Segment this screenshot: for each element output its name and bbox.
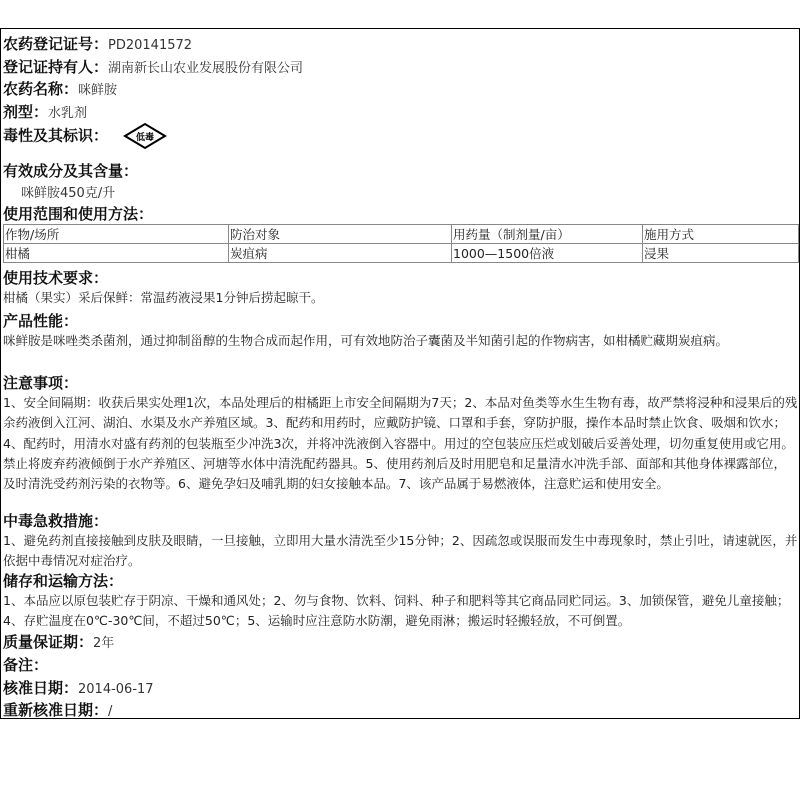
label: 剂型：: [3, 103, 49, 121]
header-cell: 用药量（制剂量/亩）: [452, 225, 643, 244]
header-cell: 作物/场所: [4, 225, 229, 244]
name-row: [3, 78, 117, 99]
label: 使用范围和使用方法：: [3, 205, 154, 223]
shelf-life-row: [3, 631, 114, 652]
header-cell: 施用方式: [643, 225, 799, 244]
usage-table: [3, 224, 799, 263]
holder-value: 湖南新长山农业发展股份有限公司: [108, 61, 304, 76]
first-aid-heading: [3, 510, 108, 531]
label: 重新核准日期：: [3, 701, 109, 719]
table-cell: 浸果: [643, 244, 799, 263]
label: 登记证持有人：: [3, 58, 109, 76]
cautions-text: 1、安全间隔期：收获后果实处理1次，本品处理后的柑橘距上市安全间隔期为7天；2、本品对鱼类等水生生物有毒，故严禁将浸种和浸果后的残余药液倒入江河、湖泊、水渠及水产养殖区域。3、配药和用药时，应戴防护镜、口罩和手套，穿防护服，操作本品时禁止饮食、吸烟和饮水；4、配药时，用清水对盛有药剂的包装瓶至少冲洗3次，并将冲洗液倒入容器中。用过的空包装应压烂或划破后妥善处理，切勿重复使用或它用。禁止将废弃药液倾倒于水产养殖区、河塘等水体中清洗配药器具。5、使用药剂后及时用肥皂和足量清水冲洗手部、面部和其他身体裸露部位，及时清洗受药剂污染的衣物等。6、避免孕妇及哺乳期的妇女接触本品。7、该产品属于易燃液体，注意贮运和使用安全。: [3, 395, 798, 492]
shelf-life-value: 2年: [93, 636, 115, 651]
table-cell: 柑橘: [4, 244, 229, 263]
label: 农药名称：: [3, 80, 79, 98]
label-document: [0, 28, 800, 719]
approval-date-value: 2014-06-17: [78, 682, 154, 697]
formulation-row: [3, 101, 87, 122]
label: 毒性及其标识：: [3, 126, 109, 145]
cautions-heading: [3, 372, 78, 393]
approval-date-row: [3, 677, 154, 698]
table-row: [4, 244, 799, 263]
table-cell: 1000—1500倍液: [452, 244, 643, 263]
label: 核准日期：: [3, 679, 79, 697]
label: 中毒急救措施：: [3, 512, 109, 530]
ingredient-heading: [3, 160, 138, 181]
label: 注意事项：: [3, 374, 79, 392]
label: 农药登记证号：: [3, 35, 109, 53]
toxicity-row: [3, 122, 167, 150]
usage-heading: [3, 203, 153, 224]
first-aid-text: 1、避免药剂直接接触到皮肤及眼睛，一旦接触，立即用大量水清洗至少15分钟；2、因疏忽或误服而发生中毒现象时，禁止引吐，请速就医，并依据中毒情况对症治疗。: [3, 533, 798, 569]
reapproval-date-value: /: [108, 704, 113, 719]
toxicity-badge: 低毒: [136, 133, 155, 143]
tech-heading: [3, 267, 108, 288]
reapproval-date-row: [3, 699, 112, 720]
ingredient-row: [21, 182, 115, 201]
label: 有效成分及其含量：: [3, 162, 139, 180]
ingredient-value: 咪鲜胺450克/升: [21, 186, 116, 201]
storage-heading: [3, 570, 123, 591]
label: 使用技术要求：: [3, 269, 109, 287]
label: 备注：: [3, 656, 49, 674]
formulation-value: 水乳剂: [48, 106, 88, 121]
performance-heading: [3, 310, 78, 331]
holder-row: [3, 56, 303, 77]
performance-text: 咪鲜胺是咪唑类杀菌剂，通过抑制甾醇的生物合成而起作用，可有效地防治子囊菌及半知菌引起的作物病害，如柑橘贮藏期炭疽病。: [3, 333, 729, 348]
remarks-row: [3, 654, 48, 675]
header-cell: 防治对象: [229, 225, 452, 244]
label: 质量保证期：: [3, 633, 94, 651]
low-toxicity-icon: [123, 122, 167, 150]
table-header-row: [4, 225, 799, 244]
name-value: 咪鲜胺: [78, 83, 118, 98]
label: 产品性能：: [3, 312, 79, 330]
reg-no-value: PD20141572: [108, 38, 193, 53]
storage-text: 1、本品应以原包装贮存于阴凉、干燥和通风处；2、勿与食物、饮料、饲料、种子和肥料等其它商品同贮同运。3、加锁保管，避免儿童接触；4、存贮温度在0℃-30℃间，不超过50℃；5、运输时应注意防水防潮，避免雨淋；搬运时轻搬轻放，不可倒置。: [3, 593, 790, 629]
label: 储存和运输方法：: [3, 572, 124, 590]
reg-no-row: [3, 33, 192, 54]
tech-text: 柑橘（果实）采后保鲜：常温药液浸果1分钟后捞起晾干。: [3, 290, 324, 305]
table-cell: 炭疽病: [229, 244, 452, 263]
